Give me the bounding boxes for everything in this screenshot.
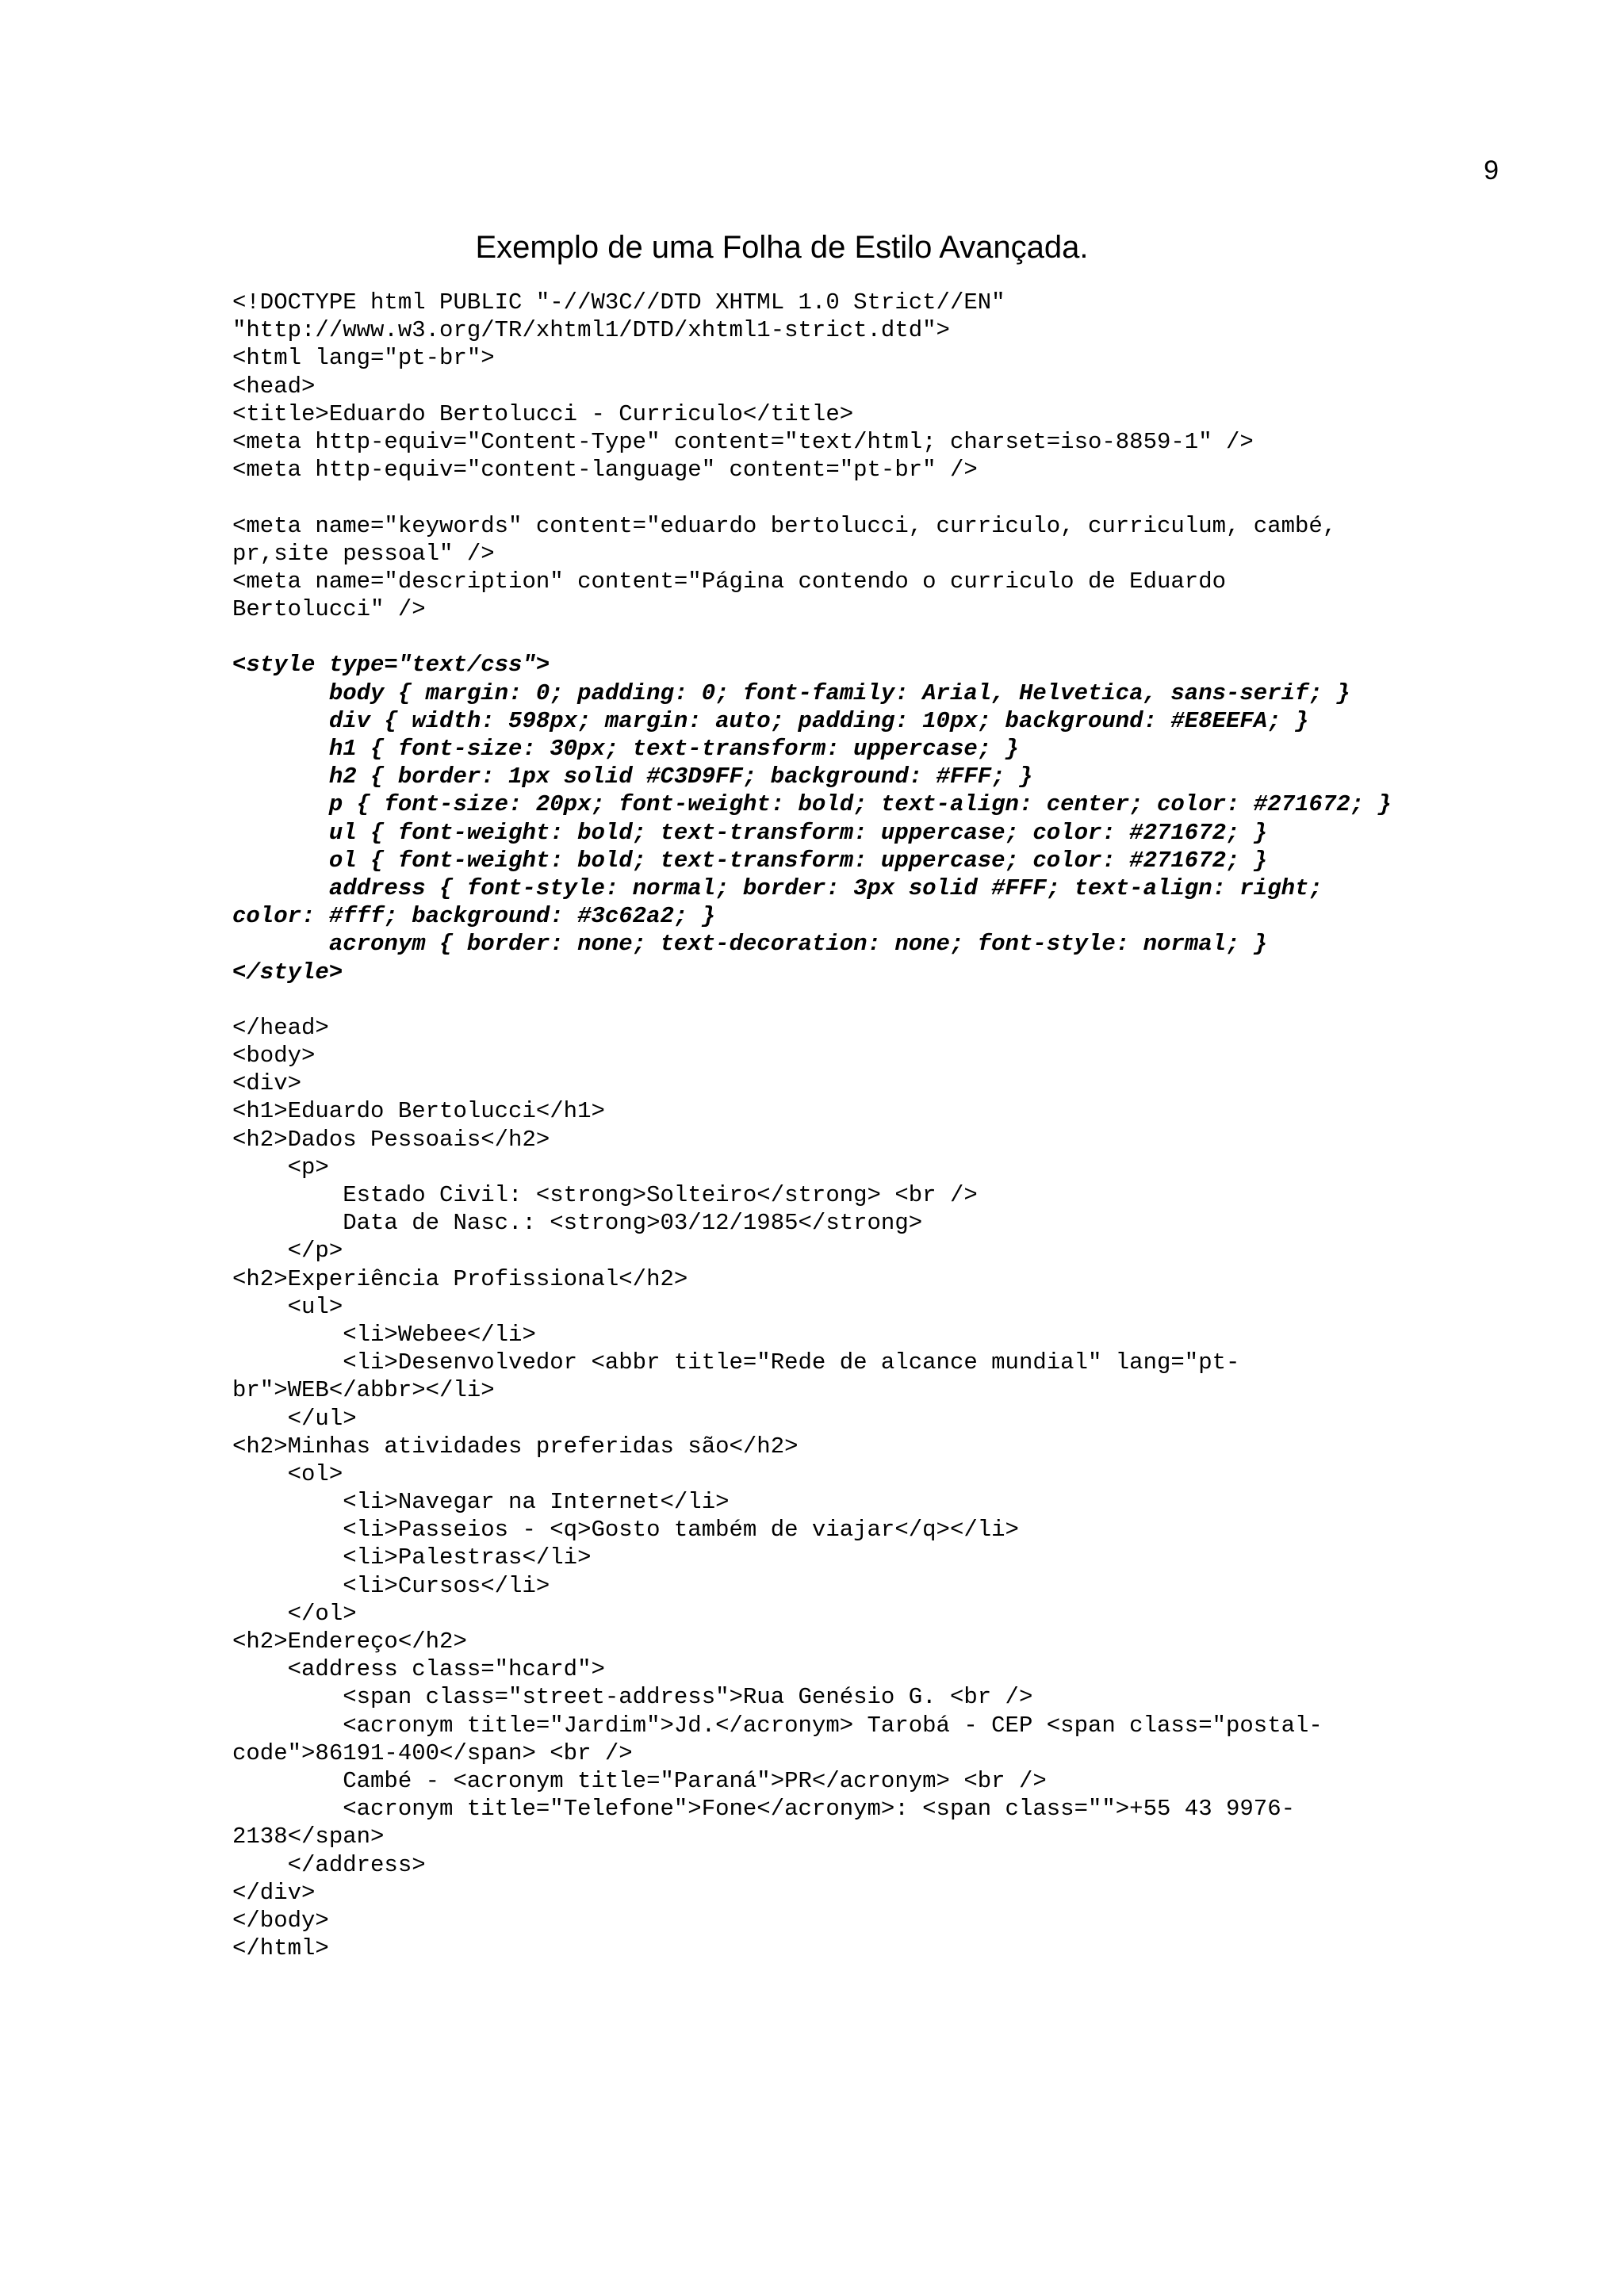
code-line: </ol> (232, 1600, 357, 1627)
code-line: Estado Civil: <strong>Solteiro</strong> <br /> (232, 1182, 978, 1208)
code-line: ol { font-weight: bold; text-transform: uppercase; color: #271672; } (232, 847, 1268, 874)
code-line: <li>Desenvolvedor <abbr title="Rede de alcance mundial" lang="pt- (232, 1349, 1240, 1376)
code-line: </div> (232, 1879, 316, 1906)
code-line: <li>Webee</li> (232, 1321, 536, 1348)
code-line: <h2>Minhas atividades preferidas são</h2> (232, 1433, 799, 1460)
code-line: <div> (232, 1070, 302, 1097)
code-line: ul { font-weight: bold; text-transform: uppercase; color: #271672; } (232, 819, 1268, 846)
code-line: Cambé - <acronym title="Paraná">PR</acronym> <br /> (232, 1767, 1047, 1794)
code-line: div { width: 598px; margin: auto; padding: 10px; background: #E8EEFA; } (232, 707, 1309, 734)
code-line: <li>Navegar na Internet</li> (232, 1489, 730, 1516)
code-listing (232, 289, 1580, 1962)
page-number: 9 (1484, 155, 1499, 186)
code-line (232, 484, 1580, 511)
code-line: <acronym title="Jardim">Jd.</acronym> Tarobá - CEP <span class="postal- (232, 1712, 1323, 1739)
code-line: <h1>Eduardo Bertolucci</h1> (232, 1098, 605, 1125)
code-line: <title>Eduardo Bertolucci - Curriculo</title> (232, 400, 854, 427)
code-line: <!DOCTYPE html PUBLIC "-//W3C//DTD XHTML 1.0 Strict//EN" (232, 289, 1005, 316)
code-line: <li>Passeios - <q>Gosto também de viajar</q></li> (232, 1517, 1019, 1544)
code-line: <head> (232, 373, 316, 400)
code-line: <h2>Dados Pessoais</h2> (232, 1126, 550, 1153)
code-line: <acronym title="Telefone">Fone</acronym>: <span class="">+55 43 9976- (232, 1796, 1296, 1823)
code-line: <ul> (232, 1293, 343, 1320)
code-line: <ol> (232, 1460, 343, 1487)
code-line: <meta name="description" content="Página contendo o curriculo de Eduardo (232, 568, 1227, 595)
code-line: </ul> (232, 1405, 357, 1432)
code-line: acronym { border: none; text-decoration: none; font-style: normal; } (232, 931, 1268, 958)
code-line: </style> (232, 959, 343, 985)
code-line: <meta http-equiv="content-language" content="pt-br" /> (232, 457, 978, 484)
code-line (232, 986, 1580, 1014)
code-line: h1 { font-size: 30px; text-transform: uppercase; } (232, 736, 1019, 762)
code-line: <address class="hcard"> (232, 1656, 605, 1683)
code-line: "http://www.w3.org/TR/xhtml1/DTD/xhtml1-strict.dtd"> (232, 317, 950, 344)
code-line: <span class="street-address">Rua Genésio G. <br /> (232, 1684, 1033, 1711)
code-line: <body> (232, 1043, 316, 1070)
code-line: <p> (232, 1154, 329, 1181)
code-line: p { font-size: 20px; font-weight: bold; text-align: center; color: #271672; } (232, 791, 1392, 818)
code-line: <meta name="keywords" content="eduardo bertolucci, curriculo, curriculum, cambé, (232, 512, 1337, 539)
code-line: Data de Nasc.: <strong>03/12/1985</strong> (232, 1210, 923, 1237)
code-line: <style type="text/css"> (232, 652, 550, 679)
code-line: 2138</span> (232, 1823, 385, 1850)
code-line: br">WEB</abbr></li> (232, 1377, 495, 1404)
code-line: </head> (232, 1014, 329, 1041)
code-line: <li>Palestras</li> (232, 1544, 592, 1571)
page-title: Exemplo de uma Folha de Estilo Avançada. (475, 230, 1089, 265)
code-line (232, 623, 1580, 651)
code-line: </address> (232, 1851, 426, 1878)
code-line: </body> (232, 1907, 329, 1934)
code-line: </html> (232, 1935, 329, 1962)
code-line: <h2>Experiência Profissional</h2> (232, 1265, 688, 1292)
code-line: <h2>Endereço</h2> (232, 1628, 467, 1655)
code-line: body { margin: 0; padding: 0; font-family: Arial, Helvetica, sans-serif; } (232, 679, 1350, 706)
code-line: h2 { border: 1px solid #C3D9FF; background: #FFF; } (232, 763, 1033, 790)
code-line: address { font-style: normal; border: 3px solid #FFF; text-align: right; (232, 874, 1323, 901)
code-line: pr,site pessoal" /> (232, 540, 495, 567)
code-line: code">86191-400</span> <br /> (232, 1739, 633, 1766)
code-line: Bertolucci" /> (232, 596, 426, 623)
code-line: <li>Cursos</li> (232, 1572, 550, 1599)
code-line: <html lang="pt-br"> (232, 345, 495, 372)
code-line: </p> (232, 1238, 343, 1265)
code-line: color: #fff; background: #3c62a2; } (232, 903, 716, 930)
code-line: <meta http-equiv="Content-Type" content="text/html; charset=iso-8859-1" /> (232, 428, 1254, 455)
